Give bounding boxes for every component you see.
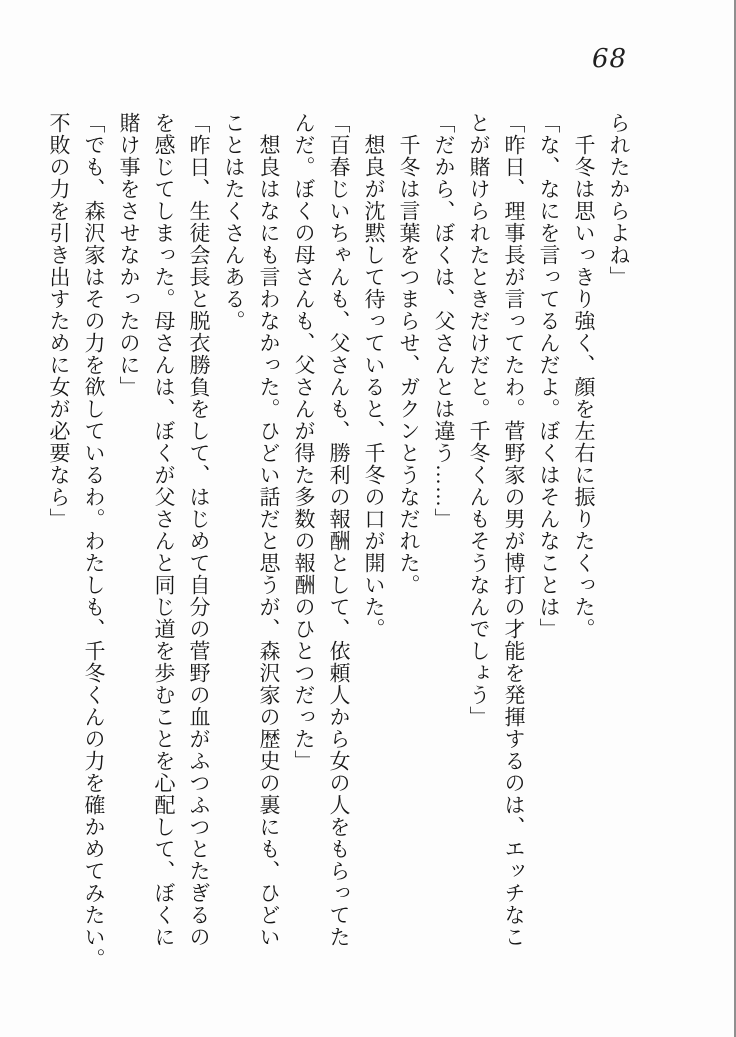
text-line: 「昨日、理事長が言ってたわ。菅野家の男が博打の才能を発揮するのは、エッチなこ: [502, 112, 526, 948]
text-line: 「百春じいちゃんも、父さんも、勝利の報酬として、依頼人から女の人をもらってた: [327, 112, 351, 948]
text-line: 不敗の力を引き出すために女が必要なら」: [47, 112, 71, 530]
text-line: 賭け事をさせなかったのに」: [117, 112, 141, 398]
text-line: んだ。ぼくの母さんも、父さんが得た多数の報酬のひとつだった」: [292, 112, 316, 772]
text-line: 千冬は言葉をつまらせ、ガクンとうなだれた。: [397, 112, 421, 596]
text-line: 想良はなにも言わなかった。ひどい話だと思うが、森沢家の歴史の裏にも、ひどい: [257, 112, 281, 948]
text-line: 「でも、森沢家はその力を欲しているわ。わたしも、千冬くんの力を確かめてみたい。: [82, 112, 106, 970]
text-line: とが賭けられたときだけだと。千冬くんもそうなんでしょう」: [467, 112, 491, 728]
text-line: 「な、なにを言ってるんだよ。ぼくはそんなことは」: [537, 112, 561, 640]
text-line: 想良が沈黙して待っていると、千冬の口が開いた。: [362, 112, 386, 640]
text-line: られたからよね」: [607, 112, 631, 288]
text-line: を感じてしまった。母さんは、ぼくが父さんと同じ道を歩むことを心配して、ぼくに: [152, 112, 176, 948]
page-number: 68: [592, 44, 628, 74]
text-line: 千冬は思いっきり強く、顔を左右に振りたくった。: [572, 112, 596, 640]
body-text: [41, 112, 636, 970]
text-line: ことはたくさんある。: [222, 112, 246, 332]
text-line: 「だから、ぼくは、父さんとは違う……」: [432, 112, 456, 530]
text-line: 「昨日、生徒会長と脱衣勝負をして、はじめて自分の菅野の血がふつふつとたぎるの: [187, 112, 211, 948]
